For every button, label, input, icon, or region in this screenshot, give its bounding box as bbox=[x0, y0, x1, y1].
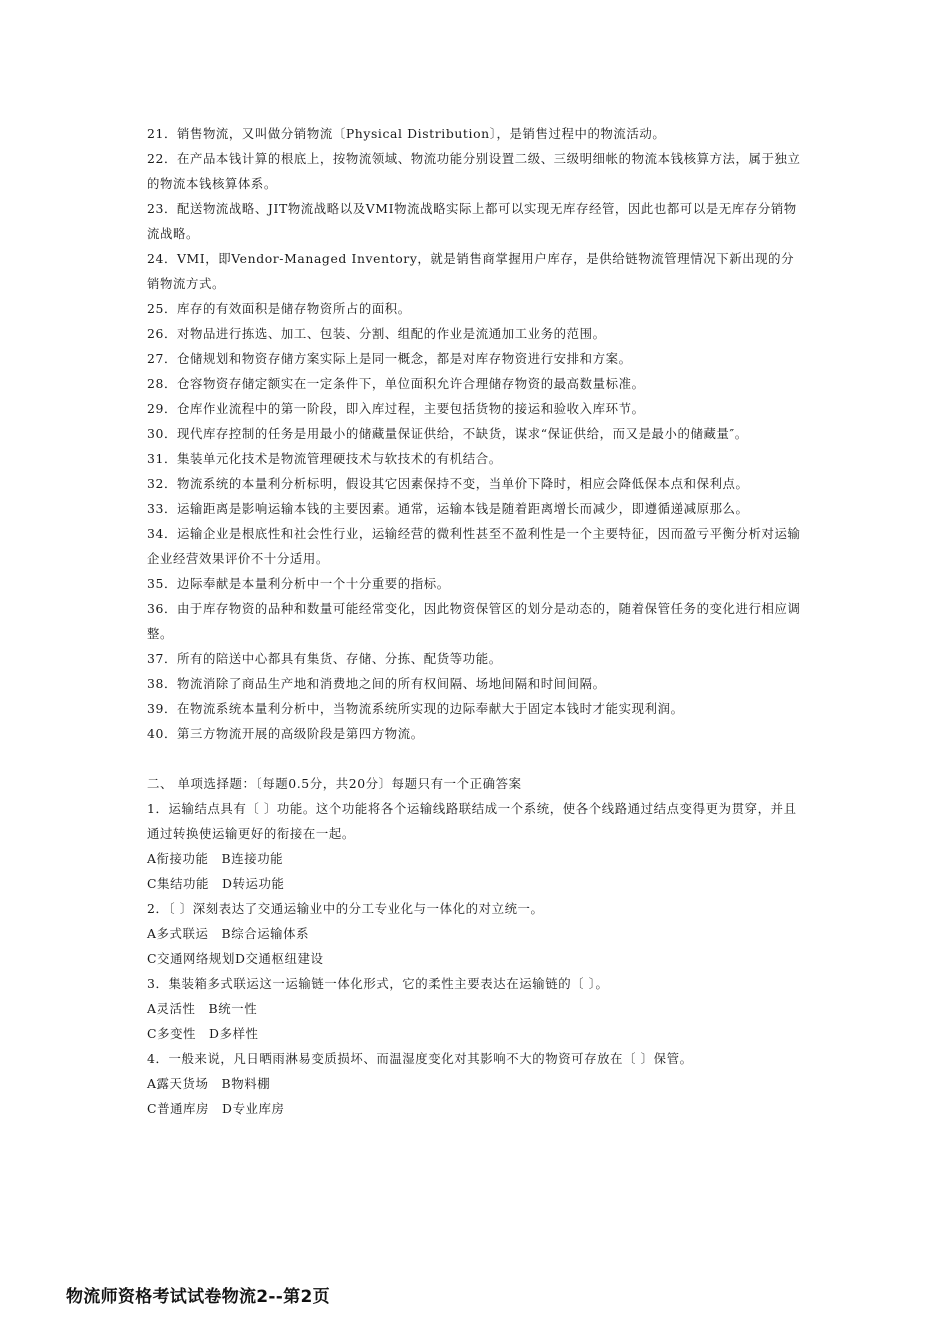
statement-40: 40．第三方物流开展的高级阶段是第四方物流。 bbox=[147, 726, 424, 741]
statement-29: 29．仓库作业流程中的第一阶段，即入库过程，主要包括货物的接运和验收入库环节。 bbox=[147, 401, 645, 416]
statement-30: 30．现代库存控制的任务是用最小的储藏量保证供给，不缺货，谋求“保证供给，而又是最小的储藏量″。 bbox=[147, 426, 748, 441]
statement-39: 39．在物流系统本量利分析中，当物流系统所实现的边际奉献大于固定本钱时才能实现利润。 bbox=[147, 701, 684, 716]
document-body bbox=[147, 121, 807, 1121]
question-options-ab: A露天货场 B物料棚 bbox=[147, 1076, 271, 1091]
question-stem: 2．〔 〕深刻表达了交通运输业中的分工专业化与一体化的对立统一。 bbox=[147, 901, 544, 916]
statement-24: 24．VMI，即Vendor-Managed Inventory，就是销售商掌握用户库存，是供给链物流管理情况下新出现的分销物流方式。 bbox=[147, 251, 795, 291]
question-options-cd: C集结功能 D转运功能 bbox=[147, 876, 285, 891]
statement-33: 33．运输距离是影响运输本钱的主要因素。通常，运输本钱是随着距离增长而减少，即遵循递减原那么。 bbox=[147, 501, 749, 516]
statement-23: 23．配送物流战略、JIT物流战略以及VMI物流战略实际上都可以实现无库存经管，因此也都可以是无库存分销物流战略。 bbox=[147, 201, 797, 241]
statement-35: 35．边际奉献是本量利分析中一个十分重要的指标。 bbox=[147, 576, 450, 591]
statement-21: 21．销售物流，又叫做分销物流〔Physical Distribution〕，是销售过程中的物流活动。 bbox=[147, 126, 666, 141]
question-options-cd: C多变性 D多样性 bbox=[147, 1026, 259, 1041]
statement-34: 34．运输企业是根底性和社会性行业，运输经营的微利性甚至不盈利性是一个主要特征，因而盈亏平衡分析对运输企业经营效果评价不十分适用。 bbox=[147, 526, 801, 566]
question-4 bbox=[147, 1046, 807, 1121]
question-stem: 1．运输结点具有〔 〕功能。这个功能将各个运输线路联结成一个系统，使各个线路通过结点变得更为贯穿，并且通过转换使运输更好的衔接在一起。 bbox=[147, 801, 797, 841]
statement-37: 37．所有的陪送中心都具有集货、存储、分拣、配货等功能。 bbox=[147, 651, 502, 666]
question-options-ab: A多式联运 B综合运输体系 bbox=[147, 926, 310, 941]
question-3 bbox=[147, 971, 807, 1046]
question-options-ab: A衔接功能 B连接功能 bbox=[147, 851, 284, 866]
statement-32: 32．物流系统的本量利分析标明，假设其它因素保持不变，当单价下降时，相应会降低保本点和保利点。 bbox=[147, 476, 749, 491]
page-footer: 物流师资格考试试卷物流2--第2页 bbox=[66, 1287, 330, 1307]
statement-22: 22．在产品本钱计算的根底上，按物流领域、物流功能分别设置二级、三级明细帐的物流本钱核算方法，属于独立的物流本钱核算体系。 bbox=[147, 151, 801, 191]
question-options-cd: C交通网络规划D交通枢纽建设 bbox=[147, 951, 324, 966]
statement-36: 36．由于库存物资的品种和数量可能经常变化，因此物资保管区的划分是动态的，随着保管任务的变化进行相应调整。 bbox=[147, 601, 801, 641]
question-options-ab: A灵活性 B统一性 bbox=[147, 1001, 258, 1016]
question-options-cd: C普通库房 D专业库房 bbox=[147, 1101, 285, 1116]
section-title: 二、 单项选择题：〔每题0.5分，共20分〕每题只有一个正确答案 bbox=[147, 776, 522, 791]
statement-31: 31．集装单元化技术是物流管理硬技术与软技术的有机结合。 bbox=[147, 451, 502, 466]
statement-26: 26．对物品进行拣选、加工、包装、分割、组配的作业是流通加工业务的范围。 bbox=[147, 326, 606, 341]
question-stem: 4．一般来说，凡日晒雨淋易变质损坏、而温湿度变化对其影响不大的物资可存放在〔 〕保管。 bbox=[147, 1051, 693, 1066]
question-stem: 3．集装箱多式联运这一运输链一体化形式，它的柔性主要表达在运输链的〔 〕。 bbox=[147, 976, 609, 991]
section-spacer bbox=[147, 746, 807, 771]
statement-25: 25．库存的有效面积是储存物资所占的面积。 bbox=[147, 301, 411, 316]
question-1 bbox=[147, 796, 807, 896]
statement-27: 27．仓储规划和物资存储方案实际上是同一概念，都是对库存物资进行安排和方案。 bbox=[147, 351, 632, 366]
statement-38: 38．物流消除了商品生产地和消费地之间的所有权间隔、场地间隔和时间间隔。 bbox=[147, 676, 606, 691]
statement-28: 28．仓容物资存储定额实在一定条件下，单位面积允许合理储存物资的最高数量标准。 bbox=[147, 376, 645, 391]
question-2 bbox=[147, 896, 807, 971]
